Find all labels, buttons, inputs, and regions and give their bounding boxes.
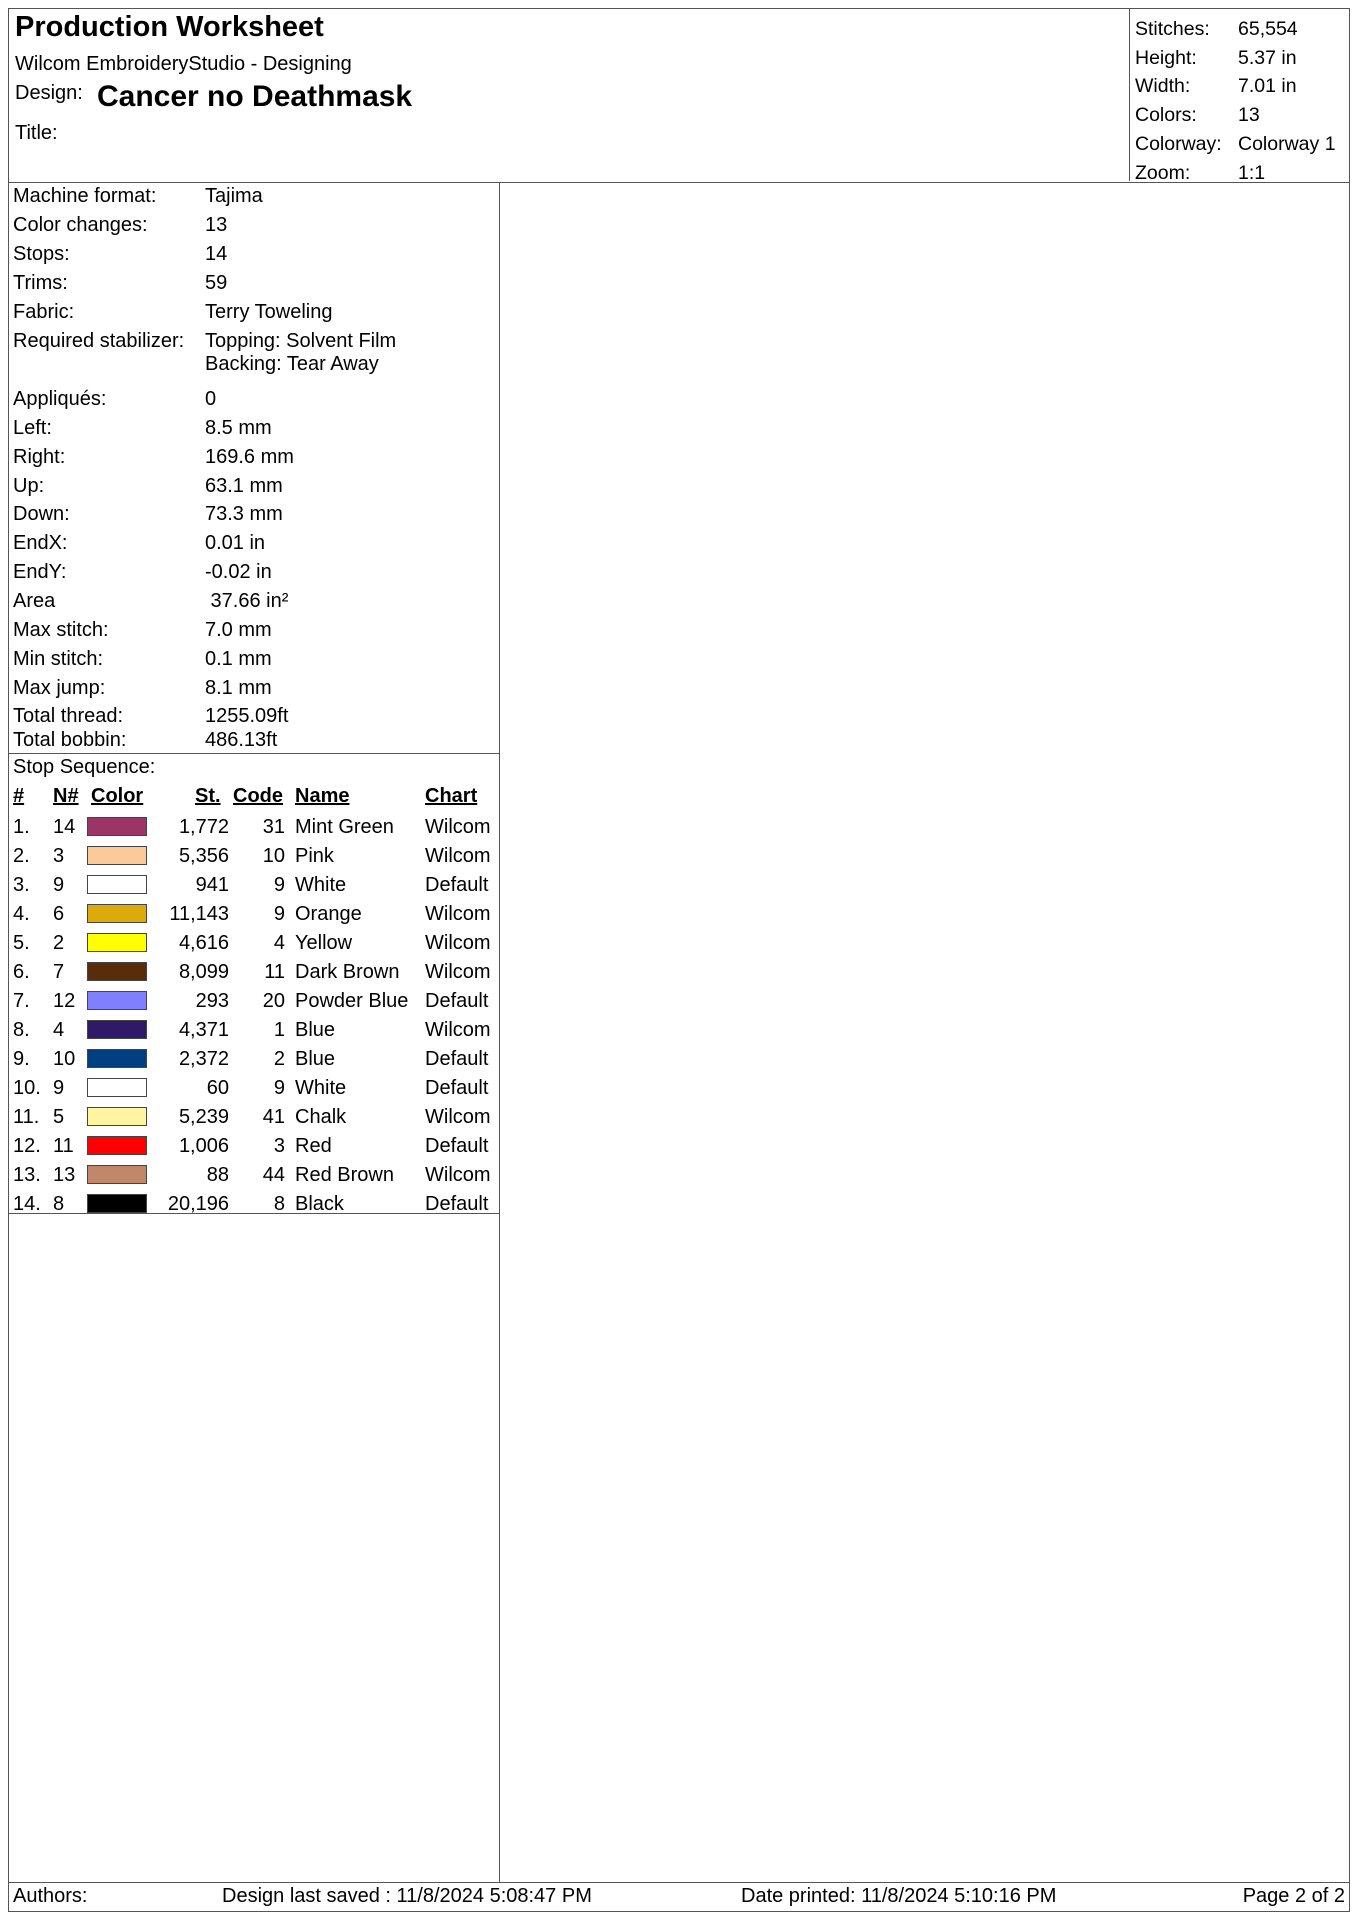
thread-code: 11 [264, 961, 285, 983]
property-label: Appliqués: [13, 388, 107, 410]
summary-value: 5.37 in [1238, 47, 1297, 69]
color-swatch [87, 1078, 147, 1097]
property-value: 14 [205, 243, 228, 265]
needle-number: 2 [53, 932, 65, 954]
thread-name: White [295, 874, 347, 896]
summary-label: Colorway: [1135, 133, 1222, 155]
thread-chart: Default [425, 874, 489, 896]
color-swatch [87, 1194, 147, 1213]
color-swatch [87, 817, 147, 836]
color-swatch [87, 1020, 147, 1039]
column-header-code: Code [233, 785, 283, 807]
summary-label: Colors: [1135, 104, 1197, 126]
production-worksheet [8, 8, 1350, 1912]
thread-code: 31 [262, 816, 285, 838]
color-swatch [87, 1136, 147, 1155]
thread-chart: Default [425, 1135, 489, 1157]
stitch-count: 941 [195, 874, 229, 896]
thread-name: Yellow [295, 932, 353, 954]
needle-number: 5 [53, 1106, 65, 1128]
needle-number: 12 [53, 990, 76, 1012]
property-label: Total bobbin: [13, 729, 127, 751]
thread-code: 4 [273, 932, 285, 954]
needle-number: 6 [53, 903, 65, 925]
color-swatch [87, 1107, 147, 1126]
property-label: Max jump: [13, 677, 106, 699]
property-label: Down: [13, 503, 70, 525]
summary-label: Width: [1135, 75, 1191, 97]
summary-value: 13 [1238, 104, 1260, 126]
thread-chart: Wilcom [425, 903, 491, 925]
stop-sequence-title: Stop Sequence: [13, 756, 156, 778]
color-swatch [87, 875, 147, 894]
stop-number: 2. [13, 845, 30, 867]
color-swatch [87, 1049, 147, 1068]
stop-number: 6. [13, 961, 30, 983]
thread-name: Blue [295, 1048, 336, 1070]
worksheet-footer [9, 1882, 1349, 1911]
thread-chart: Default [425, 990, 489, 1012]
stitch-count: 5,356 [178, 845, 229, 867]
column-header-chart: Chart [425, 785, 478, 807]
property-label: Required stabilizer: [13, 330, 185, 352]
stop-number: 10. [13, 1077, 41, 1099]
stop-row [9, 871, 499, 900]
thread-chart: Default [425, 1193, 489, 1215]
color-swatch [87, 991, 147, 1010]
thread-chart: Wilcom [425, 845, 491, 867]
thread-name: Pink [295, 845, 334, 867]
footer-last-saved: Design last saved : 11/8/2024 5:08:47 PM [222, 1885, 592, 1907]
thread-name: Chalk [295, 1106, 347, 1128]
stitch-count: 5,239 [178, 1106, 229, 1128]
stitch-count: 88 [206, 1164, 229, 1186]
stitch-count: 2,372 [178, 1048, 229, 1070]
thread-code: 9 [273, 874, 285, 896]
stop-number: 3. [13, 874, 30, 896]
stop-row [9, 929, 499, 958]
worksheet-header [9, 9, 1349, 183]
summary-value: 65,554 [1238, 18, 1298, 40]
thread-name: Red Brown [295, 1164, 394, 1186]
stop-row [9, 958, 499, 987]
color-swatch [87, 962, 147, 981]
stop-row [9, 1103, 499, 1132]
property-label: Total thread: [13, 705, 124, 727]
stop-row [9, 987, 499, 1016]
summary-panel [1129, 9, 1349, 184]
stitch-count: 4,616 [178, 932, 229, 954]
needle-number: 4 [53, 1019, 65, 1041]
stitch-count: 4,371 [178, 1019, 229, 1041]
property-value: Topping: Solvent Film [205, 330, 397, 352]
stop-row [9, 1045, 499, 1074]
property-value: 1255.09ft [205, 705, 289, 727]
thread-name: Blue [295, 1019, 336, 1041]
color-swatch [87, 933, 147, 952]
stitch-count: 20,196 [167, 1193, 229, 1215]
property-label: Fabric: [13, 301, 75, 323]
summary-label: Zoom: [1135, 162, 1191, 184]
stop-row [9, 1132, 499, 1161]
stop-number: 1. [13, 816, 30, 838]
stitch-count: 293 [195, 990, 229, 1012]
thread-name: Orange [295, 903, 362, 925]
needle-number: 9 [53, 874, 65, 896]
column-header-needle: N# [53, 785, 79, 807]
property-value: 59 [205, 272, 228, 294]
thread-chart: Wilcom [425, 1164, 491, 1186]
worksheet-title: Production Worksheet [15, 11, 324, 43]
property-label: Stops: [13, 243, 70, 265]
stop-number: 5. [13, 932, 30, 954]
thread-chart: Wilcom [425, 932, 491, 954]
stop-number: 11. [13, 1106, 40, 1128]
thread-code: 2 [273, 1048, 285, 1070]
thread-name: Black [295, 1193, 344, 1215]
property-label: Machine format: [13, 185, 157, 207]
footer-page-number: Page 2 of 2 [1242, 1885, 1345, 1907]
stitch-count: 60 [206, 1077, 229, 1099]
stop-row [9, 813, 499, 842]
property-value: 63.1 mm [205, 475, 283, 497]
property-value: 0.1 mm [205, 648, 272, 670]
property-value: 8.1 mm [205, 677, 272, 699]
property-label: EndX: [13, 532, 68, 554]
footer-authors: Authors: [13, 1885, 88, 1907]
stop-row [9, 1016, 499, 1045]
property-value: 7.0 mm [205, 619, 272, 641]
thread-name: Dark Brown [295, 961, 400, 983]
stop-row [9, 1190, 499, 1219]
color-swatch [87, 846, 147, 865]
stitch-count: 8,099 [178, 961, 229, 983]
needle-number: 8 [53, 1193, 65, 1215]
property-value: 37.66 in² [205, 590, 289, 612]
thread-chart: Default [425, 1048, 489, 1070]
column-header-stitches: St. [195, 785, 221, 807]
stop-number: 7. [13, 990, 30, 1012]
stitch-count: 1,772 [178, 816, 229, 838]
thread-code: 9 [273, 903, 285, 925]
color-swatch [87, 904, 147, 923]
needle-number: 7 [53, 961, 65, 983]
needle-number: 11 [53, 1135, 74, 1157]
stop-row [9, 900, 499, 929]
summary-value: 7.01 in [1238, 75, 1297, 97]
thread-name: Mint Green [295, 816, 394, 838]
stop-row [9, 1161, 499, 1190]
thread-code: 44 [262, 1164, 285, 1186]
stop-number: 9. [13, 1048, 30, 1070]
design-name: Cancer no Deathmask [97, 80, 413, 113]
stop-number: 13. [13, 1164, 41, 1186]
property-label: EndY: [13, 561, 67, 583]
footer-date-printed: Date printed: 11/8/2024 5:10:16 PM [741, 1885, 1057, 1907]
thread-code: 10 [262, 845, 285, 867]
thread-chart: Wilcom [425, 1019, 491, 1041]
software-name: Wilcom EmbroideryStudio - Designing [15, 53, 352, 75]
thread-code: 9 [273, 1077, 285, 1099]
thread-code: 20 [262, 990, 285, 1012]
thread-name: Red [295, 1135, 332, 1157]
summary-label: Stitches: [1135, 18, 1210, 40]
properties-panel [9, 182, 499, 754]
thread-code: 1 [273, 1019, 285, 1041]
color-swatch [87, 1165, 147, 1184]
summary-label: Height: [1135, 47, 1197, 69]
property-label: Area [13, 590, 56, 612]
summary-value: Colorway 1 [1238, 133, 1336, 155]
thread-name: Powder Blue [295, 990, 409, 1012]
stop-number: 8. [13, 1019, 30, 1041]
design-label: Design: [15, 82, 83, 104]
property-value: 486.13ft [205, 729, 278, 751]
thread-code: 3 [273, 1135, 285, 1157]
needle-number: 9 [53, 1077, 65, 1099]
property-label: Color changes: [13, 214, 148, 236]
stop-number: 12. [13, 1135, 41, 1157]
thread-chart: Wilcom [425, 816, 491, 838]
needle-number: 13 [53, 1164, 76, 1186]
property-label: Trims: [13, 272, 68, 294]
property-value: Backing: Tear Away [205, 353, 379, 375]
property-value: 73.3 mm [205, 503, 283, 525]
column-header-color: Color [91, 785, 144, 807]
needle-number: 3 [53, 845, 65, 867]
stop-number: 4. [13, 903, 30, 925]
property-label: Min stitch: [13, 648, 104, 670]
property-label: Left: [13, 417, 52, 439]
column-header-num: # [13, 785, 25, 807]
stitch-count: 11,143 [169, 903, 229, 925]
summary-value: 1:1 [1238, 162, 1266, 184]
property-value: 13 [205, 214, 228, 236]
details-column [9, 182, 500, 1882]
property-value: -0.02 in [205, 561, 272, 583]
needle-number: 14 [53, 816, 76, 838]
stop-row [9, 842, 499, 871]
stop-sequence-table [9, 754, 499, 1214]
stop-number: 14. [13, 1193, 41, 1215]
thread-chart: Wilcom [425, 961, 491, 983]
property-label: Max stitch: [13, 619, 109, 641]
column-header-name: Name [295, 785, 350, 807]
thread-code: 8 [273, 1193, 285, 1215]
property-value: 8.5 mm [205, 417, 272, 439]
stop-row [9, 1074, 499, 1103]
needle-number: 10 [53, 1048, 76, 1070]
property-value: 0.01 in [205, 532, 266, 554]
property-label: Right: [13, 446, 66, 468]
property-value: Terry Toweling [205, 301, 333, 323]
thread-name: White [295, 1077, 347, 1099]
thread-chart: Default [425, 1077, 489, 1099]
property-label: Up: [13, 475, 45, 497]
property-value: 0 [205, 388, 217, 410]
thread-chart: Wilcom [425, 1106, 491, 1128]
property-value: Tajima [205, 185, 263, 207]
title-label: Title: [15, 122, 58, 144]
thread-code: 41 [262, 1106, 285, 1128]
property-value: 169.6 mm [205, 446, 294, 468]
stitch-count: 1,006 [178, 1135, 229, 1157]
